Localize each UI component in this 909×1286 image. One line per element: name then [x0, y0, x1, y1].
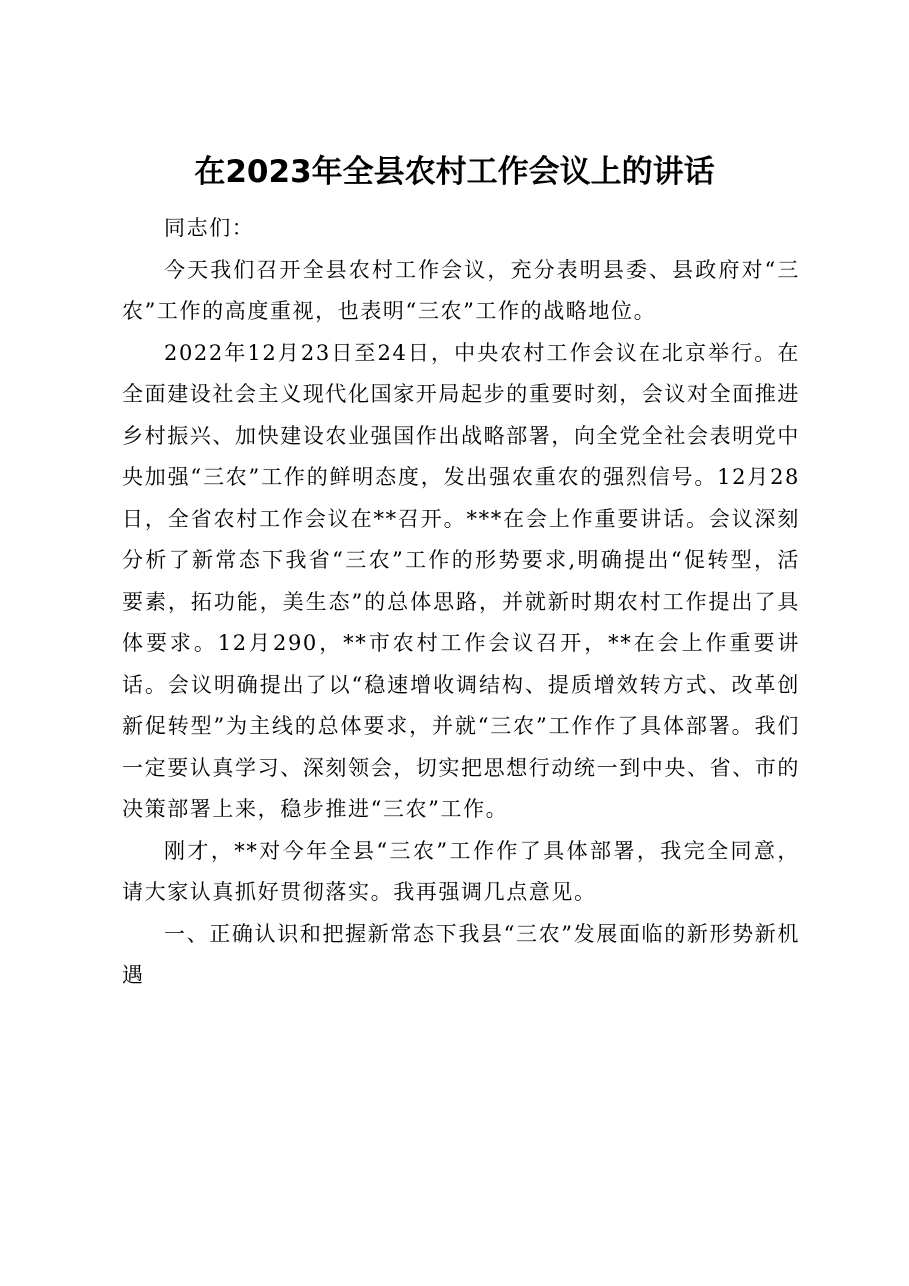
- body-paragraph: 刚才，**对今年全县“三农”工作作了具体部署，我完全同意，请大家认真抓好贯彻落实。我再强调几点意见。: [122, 838, 800, 904]
- document-title: 在2023年全县农村工作会议上的讲话: [194, 154, 715, 190]
- body-paragraph: 2022年12月23日至24日，中央农村工作会议在北京举行。在全面建设社会主义现代化国家开局起步的重要时刻，会议对全面推进乡村振兴、加快建设农业强国作出战略部署，向全党全社会表明党中央加强“三农”工作的鲜明态度，发出强农重农的强烈信号。12月28日，全省农村工作会议在**召开。***在会上作重要讲话。会议深刻分析了新常态下我省“三农”工作的形势要求,明确提出“促转型，活要素，拓功能，美生态”的总体思路，并就新时期农村工作提出了具体要求。12月290，**市农村工作会议召开，**在会上作重要讲话。会议明确提出了以“稳速增收调结构、提质增效转方式、改革创新促转型”为主线的总体要求，并就“三农”工作作了具体部署。我们一定要认真学习、深刻领会，切实把思想行动统一到中央、省、市的决策部署上来，稳步推进“三农”工作。: [122, 340, 800, 821]
- section-heading-paragraph: 一、正确认识和把握新常态下我县“三农”发展面临的新形势新机遇: [122, 921, 800, 987]
- body-paragraph: 今天我们召开全县农村工作会议，充分表明县委、县政府对“三农”工作的高度重视，也表明“三农”工作的战略地位。: [122, 257, 800, 323]
- salutation-paragraph: 同志们：: [164, 216, 255, 240]
- document-body: [122, 208, 800, 997]
